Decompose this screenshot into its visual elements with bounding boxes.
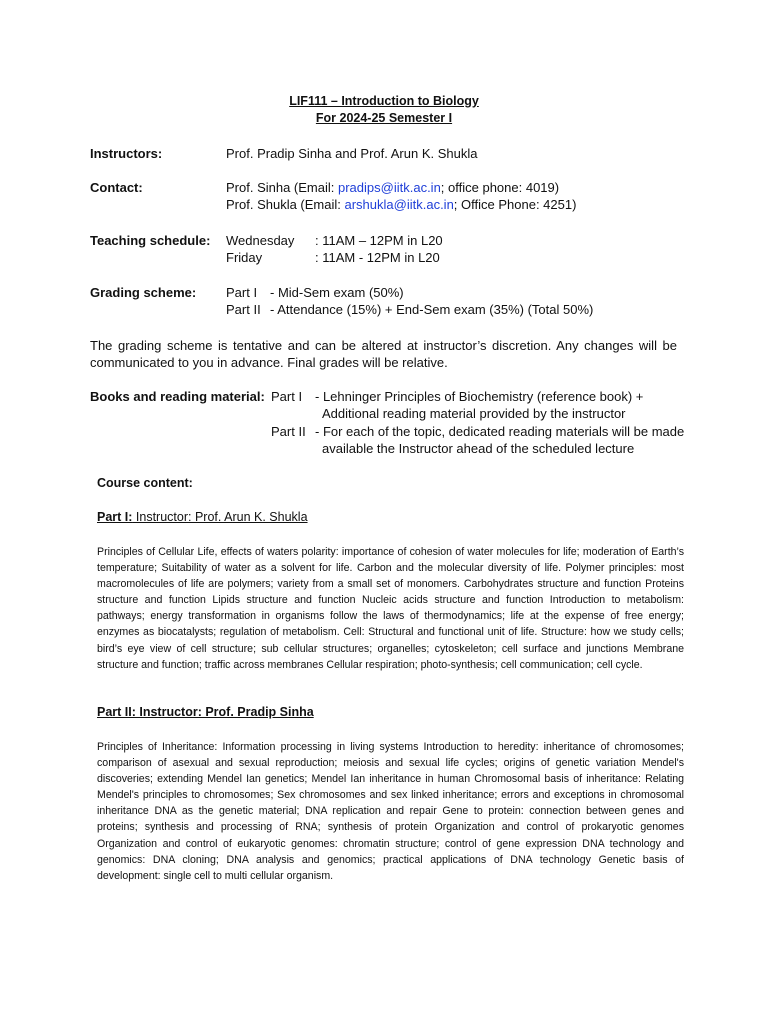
contact-suffix: ; office phone: 4019) (440, 180, 560, 195)
grading-note: The grading scheme is tentative and can be altered at instructor’s discretion. Any changes will be communicated to you in advance. Final grades will be relative. (90, 338, 677, 370)
schedule-label: Teaching schedule: (90, 233, 211, 248)
books-line: - Lehninger Principles of Biochemistry (reference book) + (315, 389, 644, 404)
schedule-day: Wednesday (226, 233, 295, 248)
books-line: - For each of the topic, dedicated reading materials will be made (315, 424, 685, 439)
part1-heading-bold: Part I: (97, 510, 133, 524)
grading-text: - Mid-Sem exam (50%) (270, 285, 404, 300)
contact-prefix: Prof. Sinha (Email: (226, 180, 338, 195)
part1-text: Principles of Cellular Life, effects of waters polarity: importance of cohesion of water molecules for life; moderation of Earth’s temperature; Suitability of water as a solvent for life. Carbon and the molecular diversity of life. Polymer principles: most macromolecules of life are polymers; variety from a small set of monomers. Carbohydrates structure and function Proteins structure and function Lipids structure and function Nucleic acids structure and function Introduction to metabolism: pathways; energy transformation in organisms follow the laws of thermodynamics; life at the expense of free energy; enzymes as biocatalysts; regulation of metabolism. Cell: Structural and functional unit of life. Structure: how we study cells; bird’s eye view of cell structure; sub cellular structures; organelles; cytoskeleton; cell surface and junctions Membrane structure and function; traffic across membranes Cellular respiration; photo-synthesis; cell communication; cell cycle. (97, 546, 684, 671)
books-label: Books and reading material: (90, 389, 265, 404)
contact-row-shukla (226, 197, 576, 212)
schedule-day: Friday (226, 250, 263, 265)
part2-heading: Part II: Instructor: Prof. Pradip Sinha (97, 705, 314, 719)
instructors-label: Instructors: (90, 146, 163, 161)
course-title: LIF111 – Introduction to Biology (289, 94, 479, 108)
grading-text: - Attendance (15%) + End-Sem exam (35%) (Total 50%) (270, 302, 594, 317)
contact-suffix: ; Office Phone: 4251) (453, 197, 577, 212)
grading-part: Part II (226, 302, 261, 317)
grading-label: Grading scheme: (90, 285, 197, 300)
instructors-value: Prof. Pradip Sinha and Prof. Arun K. Shukla (226, 146, 478, 161)
part2-text: Principles of Inheritance: Information processing in living systems Introduction to heredity: inheritance of chromosomes; comparison of asexual and sexual reproduction; meiosis and sexual life cycles; origins of genetic variation Mendel's discoveries; extending Mendel Ian genetics; Mendel Ian inheritance in human Chromosomal basis of inheritance: Relating Mendel's principles to chromosomes; Sex chromosomes and sex linked inheritance; errors and exceptions in chromosomal inheritance DNA as the genetic material; DNA replication and repair Gene to protein: connection between genes and proteins; synthesis and processing of RNA; synthesis of protein Organization and control of prokaryotic genomes Organization and control of eukaryotic genomes: chromatin structure; control of gene expression DNA technology and genomics: DNA cloning; DNA analysis and genomics; practical applications of DNA technology Genetic basis of development: single cell to multi cellular organism. (97, 741, 684, 882)
contact-prefix: Prof. Shukla (Email: (226, 197, 345, 212)
contact-label: Contact: (90, 180, 143, 195)
books-line: Additional reading material provided by the instructor (322, 406, 626, 421)
email-link-shukla[interactable]: arshukla@iitk.ac.in (344, 197, 454, 212)
schedule-time: : 11AM - 12PM in L20 (315, 250, 440, 265)
part1-heading-rest: Instructor: Prof. Arun K. Shukla (132, 510, 308, 524)
books-part: Part I (271, 389, 303, 404)
course-content-label: Course content: (97, 476, 193, 490)
books-line: available the Instructor ahead of the scheduled lecture (322, 441, 635, 456)
grading-part: Part I (226, 285, 258, 300)
semester-title: For 2024-25 Semester I (315, 111, 453, 125)
part1-heading (97, 510, 308, 524)
email-link-sinha[interactable]: pradips@iitk.ac.in (338, 180, 441, 195)
schedule-time: : 11AM – 12PM in L20 (315, 233, 443, 248)
books-part: Part II (271, 424, 306, 439)
contact-row-sinha (226, 180, 559, 195)
